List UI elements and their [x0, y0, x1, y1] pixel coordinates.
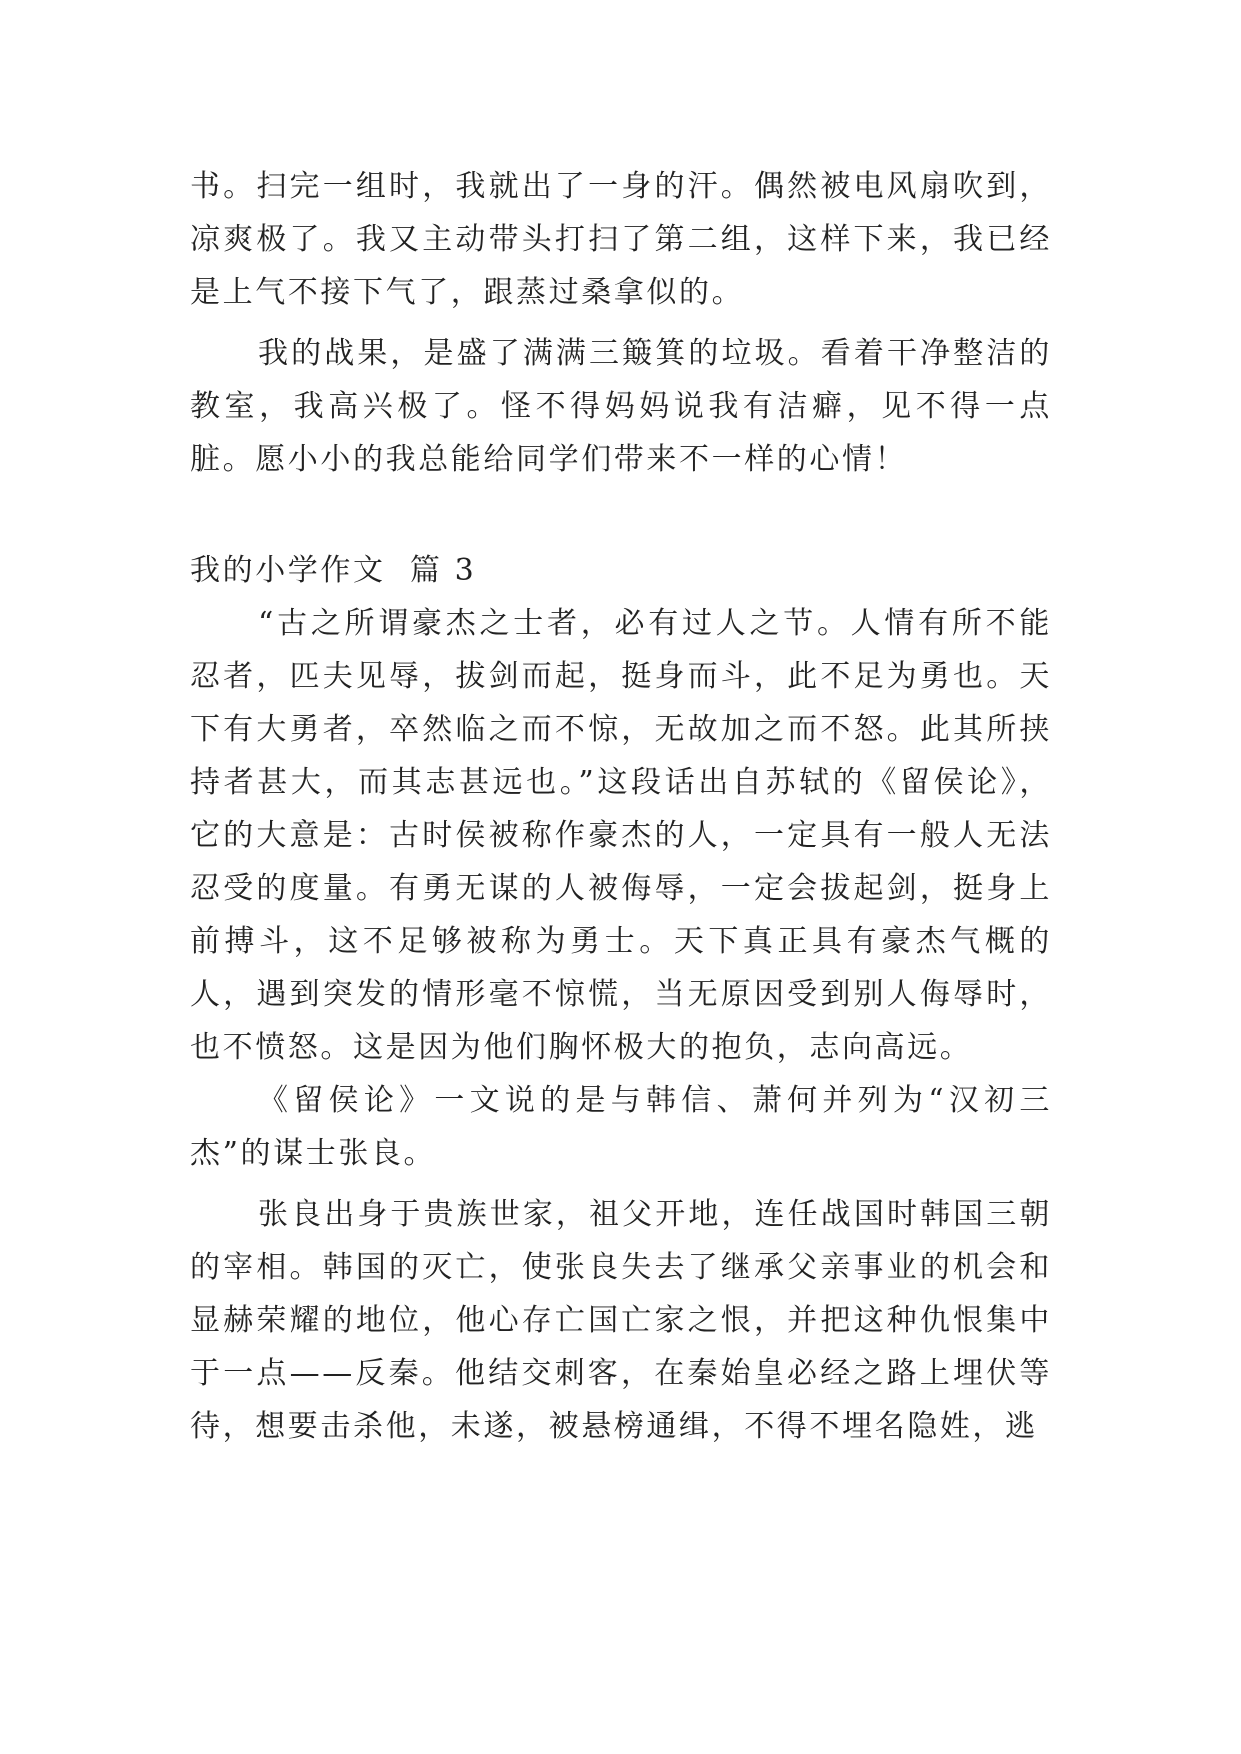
paragraph-quote: “古之所谓豪杰之士者，必有过人之节。人情有所不能忍者，匹夫见辱，拔剑而起，挺身而斗，此不足为勇也。天下有大勇者，卒然临之而不惊，无故加之而不怒。此其所挟持者甚大，而其志甚远也。”这段话出自苏轼的《留侯论》，它的大意是：古时侯被称作豪杰的人，一定具有一般人无法忍受的度量。有勇无谋的人被侮辱，一定会拔起剑，挺身上前搏斗，这不足够被称为勇士。天下真正具有豪杰气概的人，遇到突发的情形毫不惊慌，当无原因受到别人侮辱时，也不愤怒。这是因为他们胸怀极大的抱负，志向高远。 — [190, 606, 1052, 1065]
paragraph-continued: 书。扫完一组时，我就出了一身的汗。偶然被电风扇吹到，凉爽极了。我又主动带头打扫了第二组，这样下来，我已经是上气不接下气了，跟蒸过桑拿似的。 — [190, 169, 1052, 310]
document-body — [190, 160, 1052, 1453]
paragraph-zhangliang: 张良出身于贵族世家，祖父开地，连任战国时韩国三朝的宰相。韩国的灭亡，使张良失去了继承父亲事业的机会和显赫荣耀的地位，他心存亡国亡家之恨，并把这种仇恨集中于一点——反秦。他结交刺客，在秦始皇必经之路上埋伏等待，想要击杀他，未遂，被悬榜通缉，不得不埋名隐姓，逃 — [190, 1197, 1052, 1444]
paragraph-liuhou: 《留侯论》一文说的是与韩信、萧何并列为“汉初三杰”的谋士张良。 — [190, 1083, 1052, 1171]
section-heading: 我的小学作文 篇 3 — [190, 553, 477, 588]
paragraph-result: 我的战果，是盛了满满三簸箕的垃圾。看着干净整洁的教室，我高兴极了。怪不得妈妈说我有洁癖，见不得一点脏。愿小小的我总能给同学们带来不一样的心情！ — [190, 336, 1052, 477]
